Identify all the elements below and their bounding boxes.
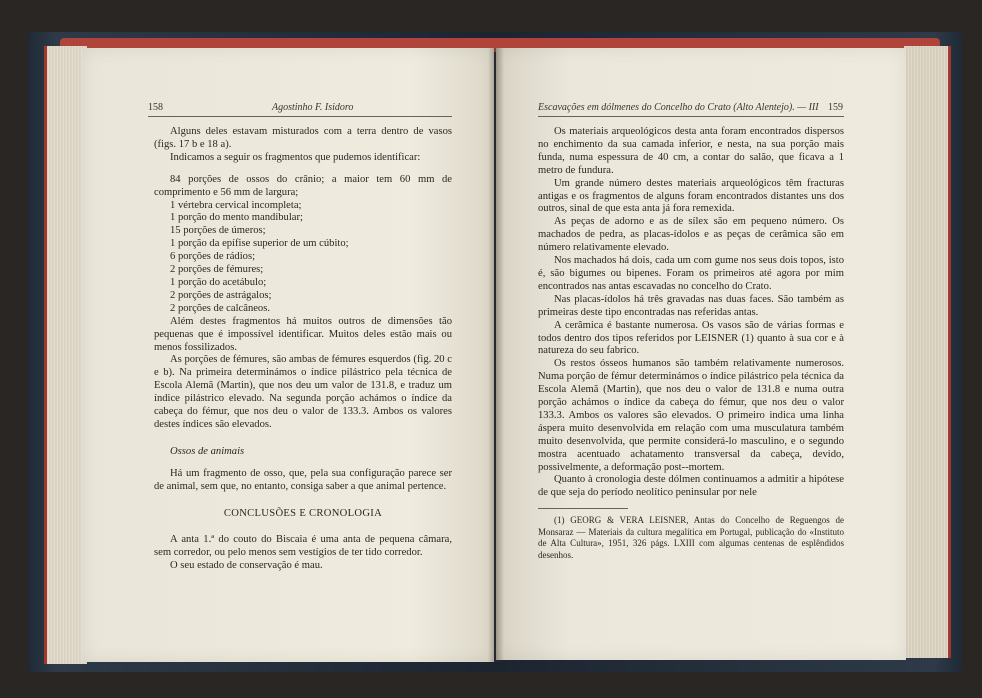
page-stack-left [44, 46, 87, 664]
left-page-body [154, 126, 452, 573]
list-item: 1 porção do mento mandibular; [170, 212, 303, 224]
spacer [154, 432, 452, 446]
list-item: 1 vértebra cervical incompleta; [170, 199, 302, 211]
left-page-number: 158 [148, 102, 163, 113]
paragraph: Quanto à cronologia deste dólmen continuamos a admitir a hipótese de que seja do período neolítico peninsular por nele [538, 474, 844, 499]
paragraph: 84 porções de ossos do crânio; a maior tem 60 mm de comprimento e 56 mm de largura; [154, 173, 452, 198]
left-header-rule [148, 116, 452, 117]
footnote: (1) GEORG & VERA LEISNER, Antas do Concelho de Reguengos de Monsaraz — Materiais da cultura megalítica em Portugal, publicação do «Instituto de Alta Cultura», 1951, 326 págs. LXIII com algumas centenas de esplêndidos desenhos. [538, 515, 844, 560]
paragraph: O seu estado de conservação é mau. [170, 560, 323, 572]
section-heading: Ossos de animais [170, 445, 245, 457]
spacer [154, 520, 452, 534]
list-item: 6 porções de rádios; [170, 251, 256, 263]
right-page-number: 159 [828, 102, 843, 113]
right-header-rule [538, 116, 844, 117]
footnote-rule [538, 508, 628, 509]
list-item: 1 porção do acetábulo; [170, 276, 267, 288]
paragraph: Um grande número destes materiais arqueológicos têm fracturas antigas e os fragmentos de alguns foram encontrados distantes uns dos outros, sinal de que esta anta já fora remexida. [538, 177, 844, 215]
list-item: 15 porções de úmeros; [170, 225, 266, 237]
paragraph: A anta 1.ª do couto do Biscaia é uma anta de pequena câmara, sem corredor, ou pelo menos sem vestígios de ter tido corredor. [154, 534, 452, 559]
spacer [154, 165, 452, 174]
paragraph: Os restos ósseos humanos são também relativamente numerosos. Numa porção de fémur determinámos o índice pilástrico pela técnica da Escola Alemã (Martin), que nos deu o valor de 131.8 e numa outra porção achámos o índice da cabeça do fémur, que nos deu o valor 133.3. Ambos os valores são elevados. O primeiro indica uma linha áspera muito desenvolvida em relação com uma musculatura também muito desenvolvida, que permite considerá-lo masculino, e o segundo mostra acentuado achatamento transversal da cabeça, devido, possivelmente, a deformação post--mortem. [538, 358, 844, 473]
paragraph: As peças de adorno e as de sílex são em pequeno número. Os machados de pedra, as placas-ídolos e as peças de cerâmica são em número relativamente elevado. [538, 216, 844, 254]
paragraph: Alguns deles estavam misturados com a terra dentro de vasos (figs. 17 b e 18 a). [154, 126, 452, 150]
paragraph: Nas placas-ídolos há três gravadas nas duas faces. São também as primeiras deste tipo encontradas nas referidas antas. [538, 293, 844, 318]
paragraph: Os materiais arqueológicos desta anta foram encontrados dispersos no enchimento da sua camada inferior, e nesta, na sua porção mais funda, numa espessura de 40 cm, a contar do salão, que ficava a 1 metro de fundura. [538, 126, 844, 176]
section-heading: CONCLUSÕES E CRONOLOGIA [223, 507, 383, 519]
spacer [154, 459, 452, 468]
page-stack-right [904, 46, 951, 658]
list-item: 2 porções de fémures; [170, 264, 264, 276]
paragraph: Nos machados há dois, cada um com gume nos seus dois topos, isto é, são bigumes ou bipenes. Foram os primeiros até agora por mim encontrados nas antas escavadas no concelho do Crato. [538, 255, 844, 292]
paragraph: A cerâmica é bastante numerosa. Os vasos são de várias formas e todos dentro dos tipos referidos por LEISNER (1) quanto à sua cor e à natureza do seu fabrico. [538, 319, 844, 357]
paragraph: Há um fragmento de osso, que, pela sua configuração parece ser de animal, sem que, no entanto, consiga saber a que animal pertence. [154, 467, 452, 492]
right-page-body [538, 126, 844, 561]
list-item: 1 porção da epífise superior de um cúbito; [170, 238, 349, 250]
book-gutter [488, 48, 504, 662]
spacer [154, 494, 452, 508]
list-item: 2 porções de astrágalos; [170, 289, 272, 301]
left-running-head: Agostinho F. Isidoro [272, 102, 354, 113]
paragraph: Além destes fragmentos há muitos outros de dimensões tão pequenas que é impossível identificar. Muitos deles estão mais ou menos fossilizados. [154, 315, 452, 353]
paragraph: As porções de fémures, são ambas de fémures esquerdos (fig. 20 c e b). Na primeira determinámos o índice pilástrico pela técnica de Escola Alemã (Martin), que nos deu um valor de 131.8, e traduz um índice pilástrico elevado. Na segunda porção achámos o índice da cabeça do fémur, que nos deu o valor de 133.3. Ambos os valores destes índices são elevados. [154, 354, 452, 430]
list-item: 2 porções de calcâneos. [170, 302, 271, 314]
right-running-head: Escavações em dólmenes do Concelho do Crato (Alto Alentejo). — III [538, 102, 819, 113]
paragraph: Indicamos a seguir os fragmentos que pudemos identificar: [170, 151, 421, 163]
